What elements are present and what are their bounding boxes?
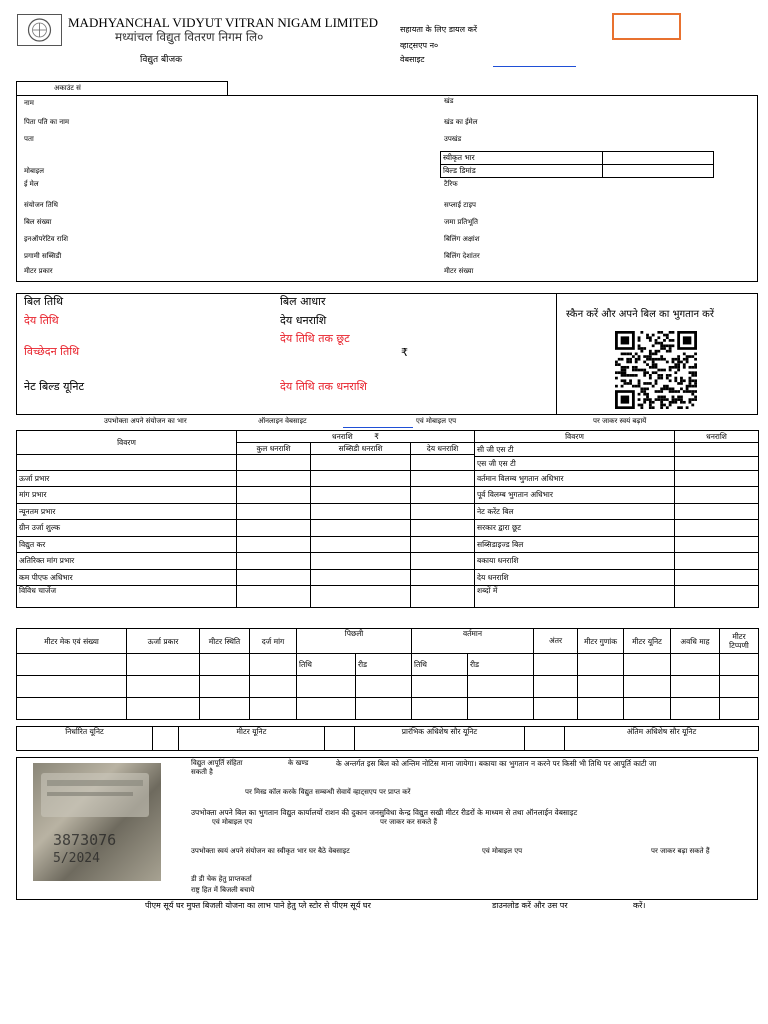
field-division: खंड — [444, 97, 454, 105]
website-label: वेबसाइट — [400, 55, 425, 64]
consumer-details-box — [16, 95, 758, 282]
charge-row — [17, 455, 237, 471]
charge-row-green-energy: ग्रीन उर्जा शुल्क — [17, 520, 237, 537]
meter-col-energy-type: ऊर्जा प्रकार — [127, 629, 200, 654]
summary-row-arrears: बकाया धनराशि — [475, 553, 675, 570]
whatsapp-label: व्हाट्सएप न० — [400, 41, 439, 50]
charge-row-minimum: न्यूनतम प्रभार — [17, 504, 237, 520]
field-mobile: मोबाइल — [24, 167, 44, 175]
field-email: ई मेल — [24, 180, 39, 188]
note-missed-call: पर मिस्ड कॉल करके विद्युत सम्बन्धी सेवायें व्हाट्सएप पर प्राप्त करें — [245, 788, 411, 796]
charges-amount-header — [237, 431, 475, 443]
units-table — [16, 726, 759, 751]
units-assessed: निर्धारित यूनिट — [17, 727, 153, 751]
footer-solar-scheme: पीएम सूर्य घर मुफ्त बिजली योजना का लाभ पाने हेतु प्ले स्टोर से पीएम सूर्य घर — [145, 901, 371, 910]
net-billed-unit-label: नेट बिल्ड यूनिट — [24, 380, 85, 393]
charges-rupee: ₹ — [374, 431, 380, 441]
field-division-email: खंड का ईमेल — [444, 118, 478, 126]
units-initial-surplus-solar: प्रारंभिक अधिशेष सौर यूनिट — [355, 727, 525, 751]
meter-prev-date: तिथि — [297, 654, 356, 676]
units-final-surplus-solar: अंतिम अधिशेष सौर यूनिट — [565, 727, 759, 751]
field-progressive-subsidy: प्रगामी सब्सिडी — [24, 252, 62, 260]
note-payment-app: एवं मोबाइल एप — [212, 818, 253, 826]
orange-highlight-box — [612, 13, 681, 40]
due-amount-label: देय धनराशि — [280, 314, 327, 327]
summary-divider — [556, 293, 557, 415]
summary-row-govt-rebate: सरकार द्वारा छूट — [475, 520, 675, 537]
field-address: पता — [24, 135, 34, 143]
field-connection-date: संयोजन तिथि — [24, 201, 58, 209]
note-dd-cheque: डी डी चेक हेतु प्राप्तकर्ता — [191, 875, 252, 883]
website-link-line[interactable] — [493, 66, 576, 67]
summary-row-previous-lps: पूर्व विलम्ब भुगतान अधिभार — [475, 487, 675, 504]
sanctioned-load-value — [603, 152, 714, 165]
due-date-label: देय तिथि — [24, 314, 59, 327]
photo-meter-number: 3873076 — [53, 831, 117, 849]
meter-row — [17, 676, 759, 698]
field-billing-longitude: बिलिंग देशांतर — [444, 252, 480, 260]
rebate-label: देय तिथि तक छूट — [280, 332, 350, 345]
load-table — [440, 151, 714, 178]
field-name: नाम — [24, 99, 34, 107]
charges-table — [16, 430, 475, 608]
col-payable-amount: देय धनराशि — [411, 443, 475, 455]
field-tariff: टैरिफ — [444, 180, 458, 188]
meter-reading-table — [16, 628, 759, 720]
charges-amount-label: धनराशि — [331, 431, 353, 441]
summary-row-current-lps: वर्तमान विलम्ब भुगतान अधिभार — [475, 471, 675, 487]
meter-curr-read: रीड — [468, 654, 534, 676]
meter-col-status: मीटर स्थिति — [200, 629, 250, 654]
note-final-notice-cont: सकती है — [191, 768, 213, 776]
billed-demand-value — [603, 165, 714, 178]
rupee-symbol: ₹ — [401, 346, 408, 359]
helpline-label: सहायता के लिए डायल करें — [400, 25, 478, 34]
company-name-en: MADHYANCHAL VIDYUT VITRAN NIGAM LIMITED — [68, 15, 379, 30]
account-label: अकाउंट सं — [54, 84, 81, 92]
footer-end: करें। — [633, 901, 646, 910]
meter-col-make: मीटर मेक एवं संख्या — [17, 629, 127, 654]
units-meter: मीटर यूनिट — [179, 727, 325, 751]
load-notice-text-2: ऑनलाइन वेबसाइट — [258, 417, 307, 425]
meter-col-recorded-demand: दर्ज मांग — [250, 629, 297, 654]
summary-amount-header: धनराशि — [675, 431, 759, 443]
summary-row-net-current-bill: नेट करेंट बिल — [475, 504, 675, 520]
summary-row-in-words: शब्दों में — [475, 586, 675, 608]
load-website-link[interactable] — [343, 427, 413, 428]
load-notice-text-4: पर जाकर स्वयं बढ़ायें — [593, 417, 647, 425]
field-father-name: पिता पति का नाम — [24, 118, 70, 126]
charge-row-misc: विविध चार्जेज — [17, 586, 237, 608]
meter-col-multiplier: मीटर गुणांक — [578, 629, 624, 654]
footer-download: डाउनलोड करें और उस पर — [492, 901, 568, 910]
field-meter-number: मीटर संख्या — [444, 267, 474, 275]
disconnection-date-label: विच्छेदन तिथि — [24, 345, 80, 358]
sanctioned-load-label: स्वीकृत भार — [441, 152, 603, 165]
meter-col-period: अवधि माह — [671, 629, 720, 654]
note-load-app: एवं मोबाइल एप — [482, 847, 523, 855]
payment-qr-code[interactable] — [615, 331, 697, 409]
load-notice-text-1: उपभोक्ता अपने संयोजन का भार — [104, 417, 187, 425]
meter-col-previous: पिछली — [297, 629, 412, 654]
note-load-increase: उपभोक्ता स्वयं अपने संयोजन का स्वीकृत भार घर बैठे वेबसाइट — [191, 847, 350, 855]
bill-title: विद्युत बीजक — [140, 55, 183, 65]
field-bill-number: बिल संख्या — [24, 218, 52, 226]
field-billing-latitude: बिलिंग अक्षांश — [444, 235, 480, 243]
field-supply-type: सप्लाई टाइप — [444, 201, 476, 209]
col-subsidy-amount: सब्सिडी धनराशि — [311, 443, 411, 455]
company-name-hi: मध्यांचल विद्युत वितरण निगम लि० — [115, 30, 264, 44]
meter-col-remark: मीटर टिप्पणी — [720, 629, 759, 654]
note-clause: के खण्ड — [288, 759, 309, 767]
charges-description-header: विवरण — [17, 431, 237, 455]
summary-row-sgst: एस जी एस टी — [475, 457, 675, 471]
note-load-cont: पर जाकर बढ़ा सकते हैं — [651, 847, 710, 855]
meter-col-difference: अंतर — [534, 629, 578, 654]
summary-row-subsidized-bill: सब्सिडाइज्ड बिल — [475, 537, 675, 553]
note-save-electricity: राष्ट्र हित में बिजली बचाये — [191, 886, 255, 894]
charge-row-excess-demand: अतिरिक्त मांग प्रभार — [17, 553, 237, 570]
bill-date-label: बिल तिथि — [24, 295, 64, 308]
meter-row — [17, 698, 759, 720]
meter-curr-date: तिथि — [412, 654, 468, 676]
col-total-amount: कुल धनराशि — [237, 443, 311, 455]
note-final-notice: के अन्तर्गत इस बिल को अन्तिम नोटिस माना जायेगा। बकाया का भुगतान न करने पर किसी भी तिथि पर आपूर्ति काटी जा — [336, 759, 657, 768]
note-payment-channels: उपभोक्ता अपने बिल का भुगतान विद्युत कार्यालयों राशन की दुकान जनसुविधा केन्द्र विद्युत सखी मीटर रीडरों के माध्यम से तथा ऑनलाईन वेबसाइट — [191, 808, 578, 817]
field-subdivision: उपखंड — [444, 135, 462, 143]
charge-row-electricity-tax: विद्युत कर — [17, 537, 237, 553]
field-meter-type: मीटर प्रकार — [24, 267, 53, 275]
billed-demand-label: बिल्ड डिमांड — [441, 165, 603, 178]
logo-emblem-icon — [18, 15, 61, 45]
note-supply-code: विद्युत आपूर्ति संहिता — [191, 759, 243, 767]
summary-row-cgst: सी जी एस टी — [475, 443, 675, 457]
meter-prev-read: रीड — [356, 654, 412, 676]
meter-col-unit: मीटर यूनिट — [624, 629, 671, 654]
charge-row-demand: मांग प्रभार — [17, 487, 237, 504]
company-logo — [17, 14, 62, 46]
scan-to-pay-text: स्कैन करें और अपने बिल का भुगतान करें — [566, 309, 714, 320]
summary-description-header: विवरण — [475, 431, 675, 443]
qr-code-icon — [615, 331, 697, 409]
meter-photo — [33, 763, 161, 881]
summary-row-payable: देय धनराशि — [475, 570, 675, 586]
field-inoperative-amount: इनऑपरेटिव राशि — [24, 235, 69, 243]
photo-meter-date: 5/2024 — [53, 851, 100, 866]
field-security-deposit: जमा प्रतिभूति — [444, 218, 478, 226]
note-payment-cont: पर जाकर कर सकते हैं — [380, 818, 438, 826]
bill-basis-label: बिल आधार — [280, 295, 326, 308]
charge-row-energy: ऊर्जा प्रभार — [17, 471, 237, 487]
charge-row-low-pf: कम पीएफ अधिभार — [17, 570, 237, 586]
account-number-box — [16, 81, 228, 96]
bill-summary-table — [474, 430, 759, 608]
meter-col-current: वर्तमान — [412, 629, 534, 654]
amount-till-due-label: देय तिथि तक धनराशि — [280, 380, 367, 393]
load-notice-text-3: एवं मोबाइल एप — [416, 417, 457, 425]
